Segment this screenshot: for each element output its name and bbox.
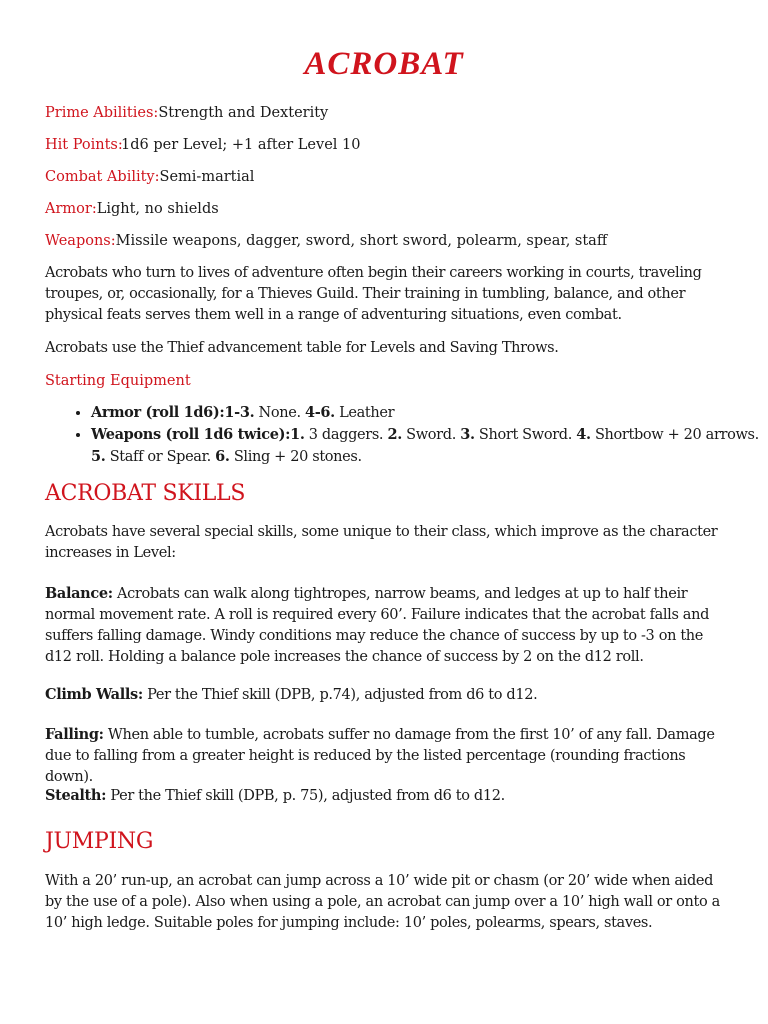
advancement-paragraph: Acrobats use the Thief advancement table for Levels and Saving Throws.	[45, 340, 559, 356]
intro-paragraph: Acrobats who turn to lives of adventure often begin their careers working in courts, traveling troupes, or, occasionally, for a Thieves Guild. Their training in tumbling, balance, and other physical feats serves them well in a range of adventuring situations, even combat.	[45, 265, 702, 323]
weapon-roll-3-text: Short Sword.	[474, 427, 577, 443]
weapon-roll-4-text: Shortbow + 20 arrows.	[590, 427, 759, 443]
climb-walls-text: Per the Thief skill (DPB, p.74), adjusted from d6 to d12.	[142, 687, 538, 703]
armor-roll-1-text: None.	[254, 405, 305, 421]
stealth-text: Per the Thief skill (DPB, p. 75), adjusted from d6 to d12.	[106, 788, 505, 804]
starting-equipment-heading: Starting Equipment	[45, 373, 191, 389]
weapons-value: Missile weapons, dagger, sword, short sword, polearm, spear, staff	[115, 233, 608, 249]
weapon-roll-3: 3.	[460, 426, 475, 443]
falling-paragraph	[45, 724, 725, 788]
hit-points-value: 1d6 per Level; +1 after Level 10	[121, 137, 361, 153]
armor-roll-2: 4-6.	[305, 404, 335, 421]
stealth-label: Stealth:	[45, 787, 107, 804]
falling-text: When able to tumble, acrobats suffer no damage from the first 10’ of any fall. Damage due to falling from a greater height is reduced by the listed percentage (rounding fractions down).	[45, 727, 715, 785]
climb-walls-label: Climb Walls:	[45, 686, 143, 703]
weapon-roll-6-text: Sling + 20 stones.	[229, 449, 362, 465]
hit-points-label: Hit Points:	[45, 137, 123, 153]
balance-paragraph	[45, 583, 725, 668]
balance-label: Balance:	[45, 585, 113, 602]
weapon-roll-1-text: 3 daggers.	[304, 427, 388, 443]
page-title: ACROBAT	[304, 46, 464, 82]
jumping-paragraph: With a 20’ run-up, an acrobat can jump across a 10’ wide pit or chasm (or 20’ wide when aided by the use of a pole). Also when using a pole, an acrobat can jump over a 10’ high wall or onto a 10’ high ledge. Suitable poles for jumping include: 10’ poles, polearms, spears, staves.	[45, 873, 720, 931]
weapon-roll-2: 2.	[387, 426, 402, 443]
hit-points-line	[45, 134, 360, 156]
list-item	[91, 424, 768, 468]
skills-intro-paragraph: Acrobats have several special skills, some unique to their class, which improve as the character increases in Level:	[45, 524, 718, 561]
weapon-roll-2-text: Sword.	[401, 427, 461, 443]
jumping-heading: JUMPING	[45, 829, 154, 854]
falling-label: Falling:	[45, 726, 104, 743]
stealth-paragraph	[45, 785, 725, 807]
prime-abilities-line	[45, 102, 328, 124]
equipment-list	[45, 402, 768, 468]
armor-roll-2-text: Leather	[334, 405, 395, 421]
armor-value: Light, no shields	[96, 201, 219, 217]
armor-roll-1: 1-3.	[224, 404, 255, 421]
weapon-roll-5-text: Staff or Spear.	[105, 449, 216, 465]
weapon-roll-4: 4.	[576, 426, 591, 443]
weapons-label: Weapons:	[45, 233, 116, 249]
weapons-roll-label: Weapons (roll 1d6 twice):	[91, 426, 291, 443]
combat-ability-label: Combat Ability:	[45, 169, 160, 185]
prime-abilities-value: Strength and Dexterity	[158, 105, 329, 121]
combat-ability-value: Semi-martial	[159, 169, 255, 185]
balance-text: Acrobats can walk along tightropes, narrow beams, and ledges at up to half their normal movement rate. A roll is required every 60’. Failure indicates that the acrobat falls and suffers falling damage. Windy conditions may reduce the chance of success by up to -3 on the d12 roll. Holding a balance pole increases the chance of success by 2 on the d12 roll.	[45, 586, 710, 665]
weapon-roll-1: 1.	[290, 426, 305, 443]
climb-walls-paragraph	[45, 684, 725, 706]
weapon-roll-5: 5.	[91, 448, 106, 465]
list-item	[91, 402, 768, 424]
weapons-line	[45, 230, 607, 252]
prime-abilities-label: Prime Abilities:	[45, 105, 159, 121]
armor-label: Armor:	[45, 201, 97, 217]
armor-roll-label: Armor (roll 1d6):	[91, 404, 225, 421]
acrobat-skills-heading: ACROBAT SKILLS	[45, 481, 246, 506]
combat-ability-line	[45, 166, 254, 188]
weapon-roll-6: 6.	[215, 448, 230, 465]
armor-line	[45, 198, 219, 220]
